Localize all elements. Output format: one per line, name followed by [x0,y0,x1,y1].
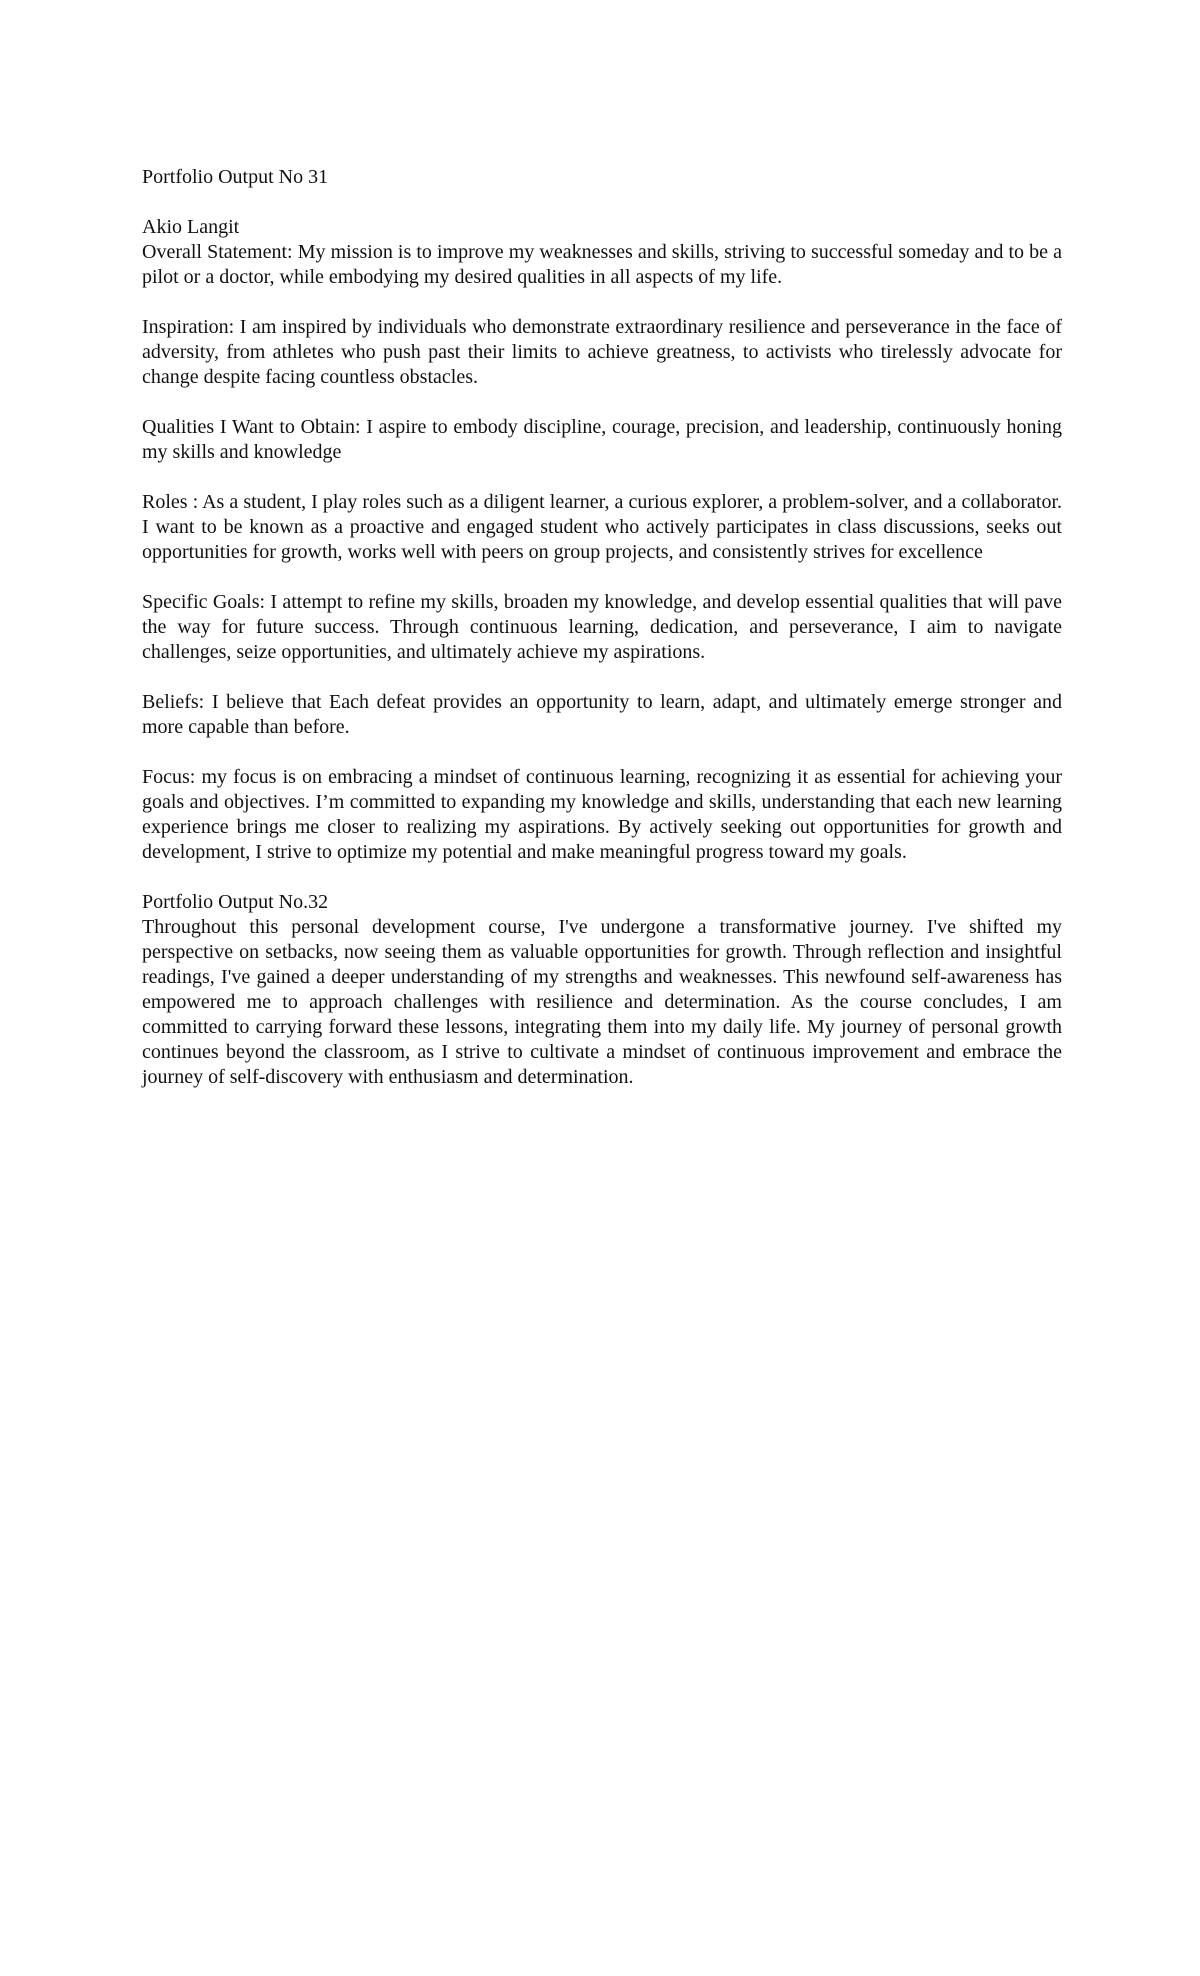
roles-paragraph: Roles : As a student, I play roles such as a diligent learner, a curious explorer, a problem-solver, and a collaborator. I want to be known as a proactive and engaged student who actively participates in class discussions, seeks out opportunities for growth, works well with peers on group projects, and consistently strives for excellence [142,491,1062,563]
qualities-paragraph: Qualities I Want to Obtain: I aspire to embody discipline, courage, precision, and leadership, continuously honing my skills and knowledge [142,416,1062,463]
inspiration-paragraph: Inspiration: I am inspired by individuals who demonstrate extraordinary resilience and perseverance in the face of adversity, from athletes who push past their limits to achieve greatness, to activists who tirelessly advocate for change despite facing countless obstacles. [142,316,1062,388]
specific-goals-paragraph: Specific Goals: I attempt to refine my skills, broaden my knowledge, and develop essential qualities that will pave the way for future success. Through continuous learning, dedication, and perseverance, I aim to navigate challenges, seize opportunities, and ultimately achieve my aspirations. [142,591,1062,663]
portfolio-31-heading: Portfolio Output No 31 [142,166,329,188]
author-name: Akio Langit [142,216,240,238]
document-body [142,165,1062,1090]
overall-statement-paragraph: Overall Statement: My mission is to improve my weaknesses and skills, striving to successful someday and to be a pilot or a doctor, while embodying my desired qualities in all aspects of my life. [142,241,1062,288]
focus-paragraph: Focus: my focus is on embracing a mindset of continuous learning, recognizing it as essential for achieving your goals and objectives. I’m committed to expanding my knowledge and skills, understanding that each new learning experience brings me closer to realizing my aspirations. By actively seeking out opportunities for growth and development, I strive to optimize my potential and make meaningful progress toward my goals. [142,766,1062,863]
portfolio-32-heading: Portfolio Output No.32 [142,891,329,913]
reflection-paragraph: Throughout this personal development course, I've undergone a transformative journey. I've shifted my perspective on setbacks, now seeing them as valuable opportunities for growth. Through reflection and insightful readings, I've gained a deeper understanding of my strengths and weaknesses. This newfound self-awareness has empowered me to approach challenges with resilience and determination. As the course concludes, I am committed to carrying forward these lessons, integrating them into my daily life. My journey of personal growth continues beyond the classroom, as I strive to cultivate a mindset of continuous improvement and embrace the journey of self-discovery with enthusiasm and determination. [142,916,1062,1088]
beliefs-paragraph: Beliefs: I believe that Each defeat provides an opportunity to learn, adapt, and ultimately emerge stronger and more capable than before. [142,691,1062,738]
